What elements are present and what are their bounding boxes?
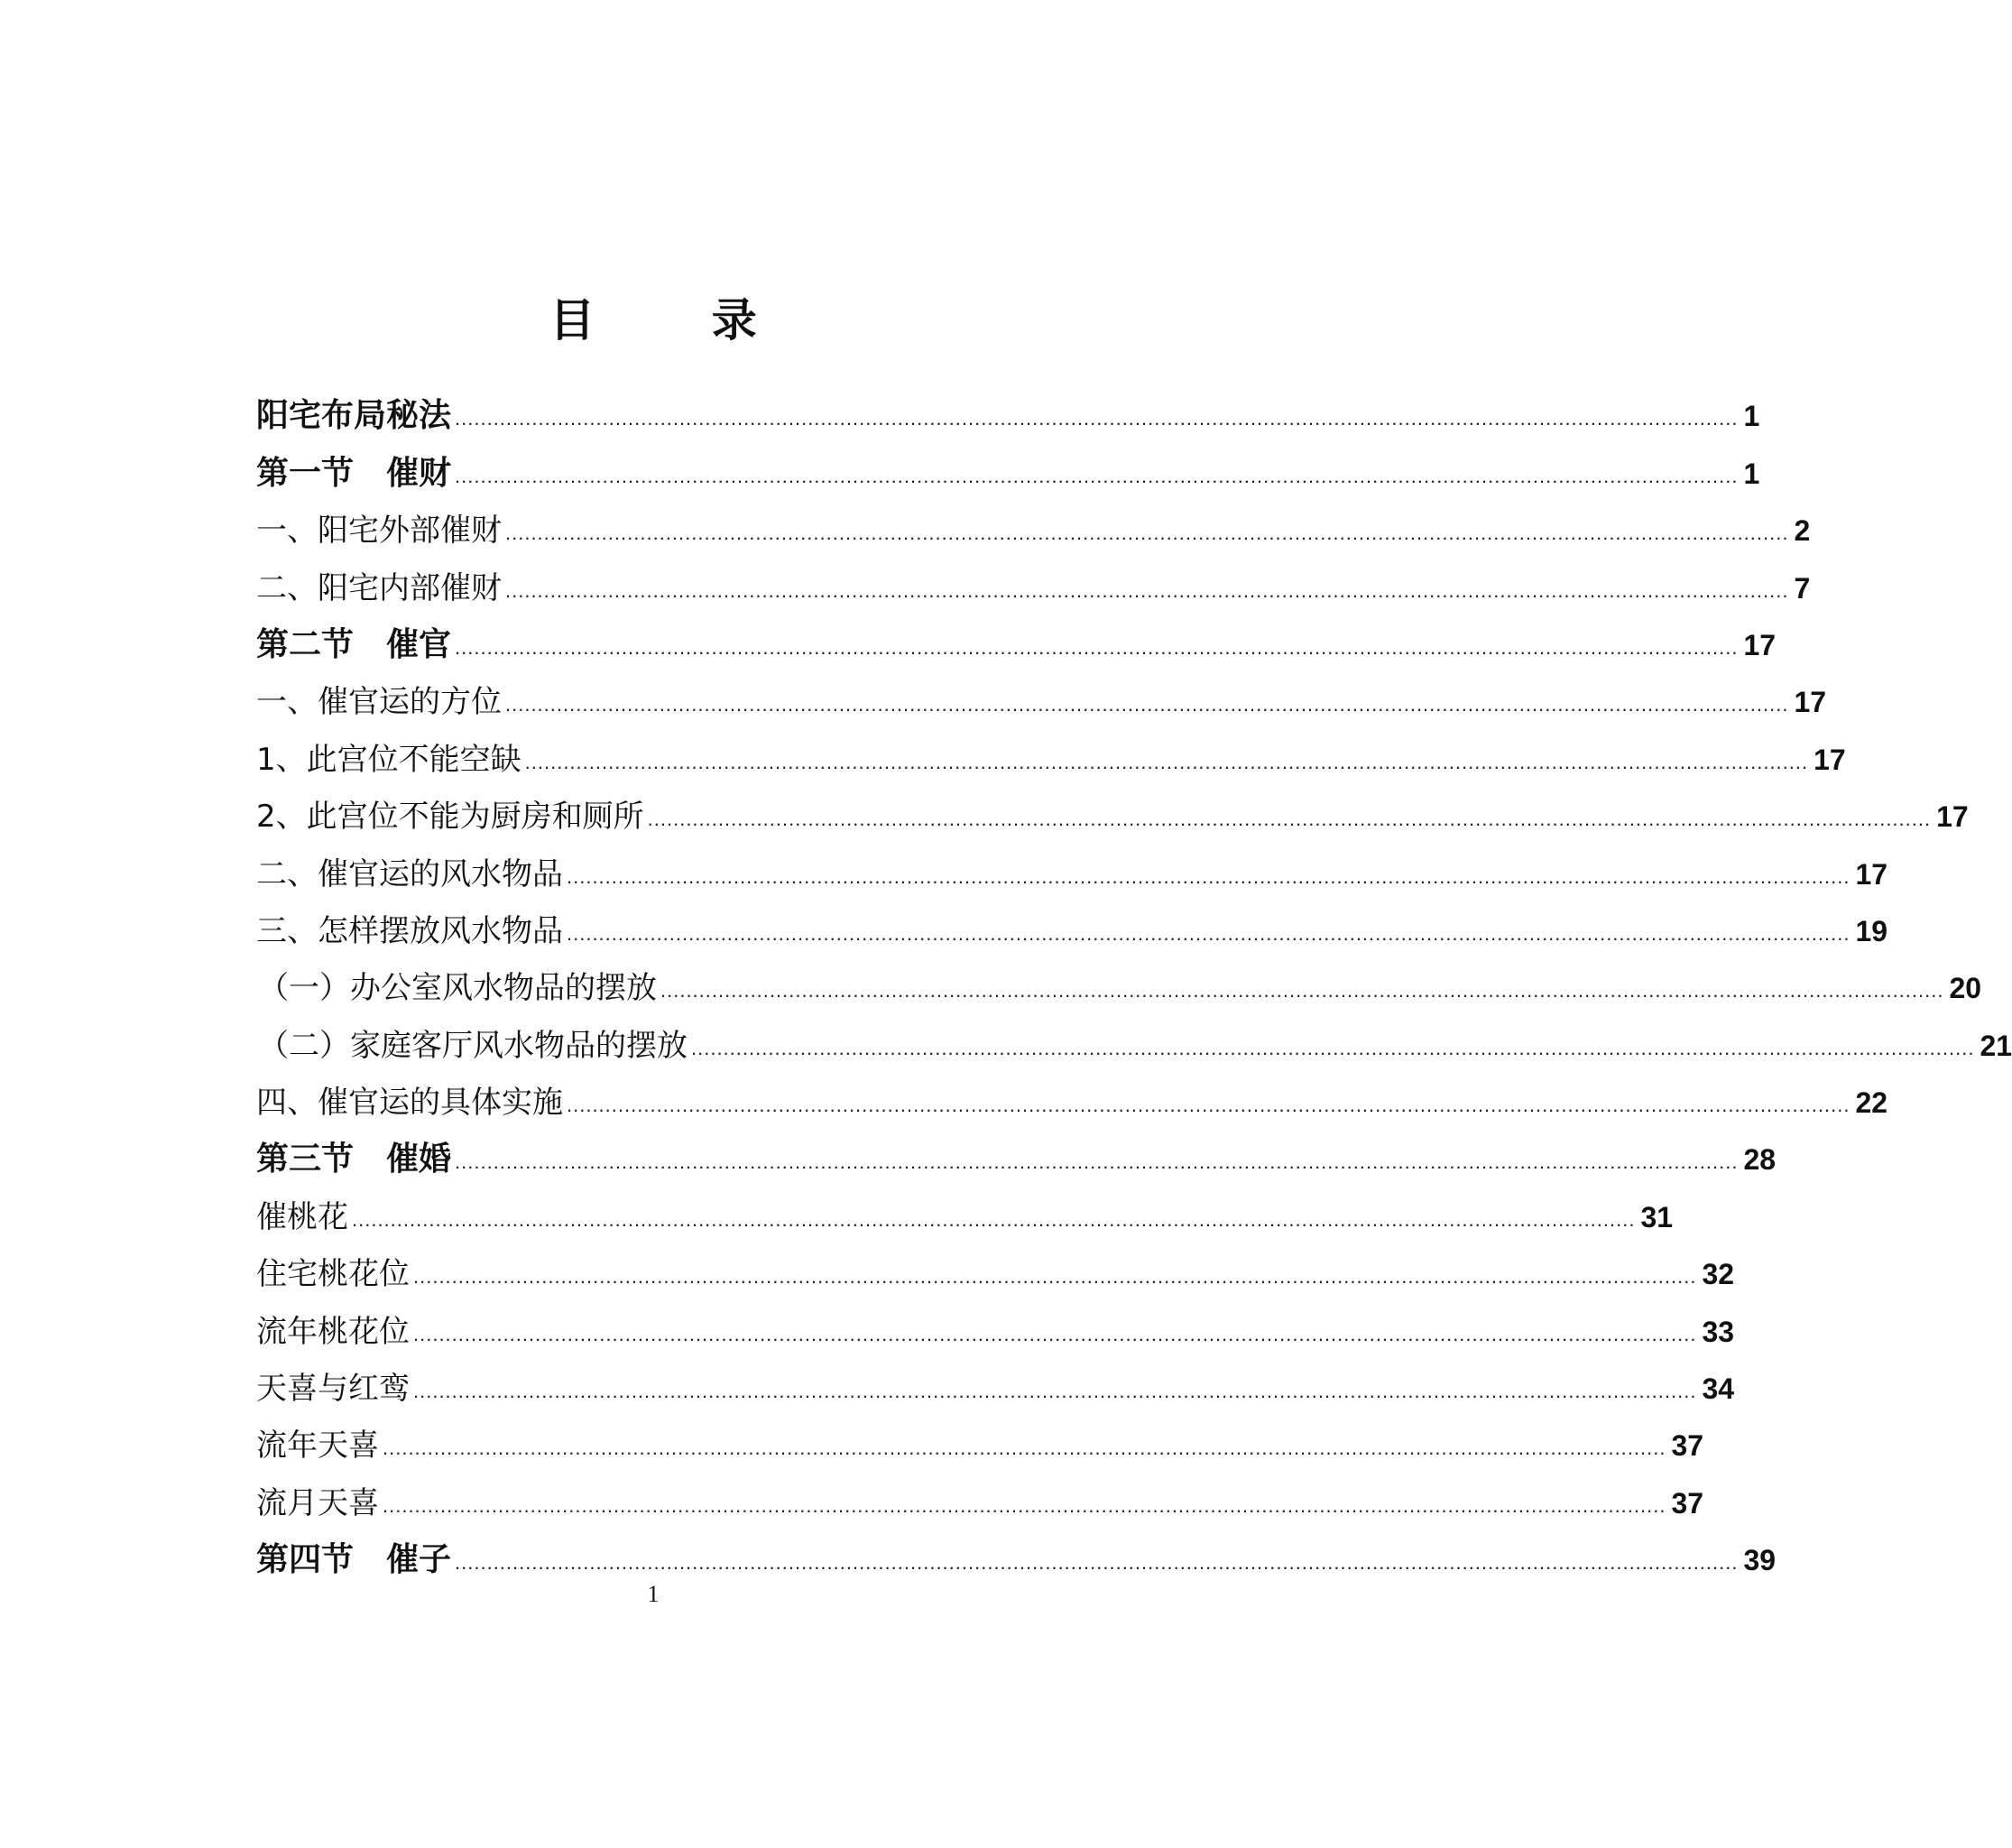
toc-entry-page: 17 — [1855, 857, 1888, 891]
toc-entry-label: 第三节 催婚 — [256, 1141, 452, 1178]
toc-entry — [256, 1064, 1888, 1122]
toc-title: 目 录 — [549, 294, 808, 346]
toc-entry-label: 二、阳宅内部催财 — [256, 569, 502, 606]
toc-entry — [256, 663, 1827, 721]
toc-leader-dots: ........................................................................................................................................................................................................ — [455, 635, 1739, 659]
toc-entry — [256, 949, 1982, 1007]
toc-entry-page: 32 — [1702, 1258, 1735, 1291]
toc-entry-page: 21 — [1980, 1029, 2012, 1062]
toc-entry-page: 39 — [1743, 1544, 1777, 1577]
table-of-contents — [256, 377, 2012, 1579]
toc-leader-dots: ........................................................................................................................................................................................................ — [567, 1094, 1850, 1117]
toc-entry-page: 34 — [1702, 1372, 1735, 1406]
toc-entry-label: 二、催官运的风水物品 — [256, 855, 563, 892]
toc-leader-dots: ........................................................................................................................................................................................................ — [660, 979, 1944, 1003]
toc-leader-dots: ........................................................................................................................................................................................................ — [455, 464, 1739, 487]
toc-entry-page: 2 — [1794, 514, 1811, 548]
toc-entry-page: 17 — [1794, 686, 1827, 719]
toc-leader-dots: ........................................................................................................................................................................................................ — [352, 1207, 1636, 1231]
toc-entry-label: 第二节 催官 — [256, 625, 452, 663]
toc-entry-label: 天喜与红鸾 — [256, 1371, 410, 1408]
toc-leader-dots: ........................................................................................................................................................................................................ — [691, 1036, 1975, 1059]
toc-leader-dots: ........................................................................................................................................................................................................ — [413, 1322, 1697, 1345]
toc-entry-label: 一、催官运的方位 — [256, 684, 502, 721]
toc-entry — [256, 377, 1760, 435]
toc-leader-dots: ........................................................................................................................................................................................................ — [567, 864, 1850, 888]
toc-leader-dots: ........................................................................................................................................................................................................ — [567, 921, 1850, 945]
toc-entry — [256, 1464, 1704, 1521]
toc-leader-dots: ........................................................................................................................................................................................................ — [383, 1437, 1666, 1460]
toc-entry — [256, 1292, 1735, 1350]
toc-entry — [256, 892, 1888, 949]
toc-leader-dots: ........................................................................................................................................................................................................ — [455, 1150, 1739, 1174]
toc-entry — [256, 835, 1888, 892]
toc-entry-page: 37 — [1671, 1429, 1704, 1463]
toc-entry-page: 17 — [1743, 628, 1777, 661]
toc-entry — [256, 1235, 1735, 1293]
toc-leader-dots: ........................................................................................................................................................................................................ — [505, 522, 1789, 545]
toc-entry — [256, 720, 1846, 778]
toc-entry — [256, 1521, 1777, 1579]
toc-leader-dots: ........................................................................................................................................................................................................ — [383, 1493, 1666, 1517]
toc-entry — [256, 434, 1760, 492]
toc-entry-label: 催桃花 — [256, 1198, 348, 1235]
toc-leader-dots: ........................................................................................................................................................................................................ — [413, 1380, 1697, 1403]
toc-entry-label: （一）办公室风水物品的摆放 — [258, 970, 657, 1007]
toc-entry — [256, 1350, 1735, 1408]
toc-leader-dots: ........................................................................................................................................................................................................ — [647, 808, 1932, 831]
toc-entry — [256, 778, 1969, 836]
toc-entry-page: 17 — [1814, 743, 1846, 776]
toc-entry — [256, 1407, 1704, 1465]
toc-entry-label: 2、此宫位不能为厨房和厕所 — [256, 799, 644, 836]
toc-entry — [256, 549, 1811, 606]
toc-entry-page: 17 — [1936, 800, 1969, 834]
toc-entry-page: 28 — [1743, 1143, 1777, 1177]
toc-leader-dots: ........................................................................................................................................................................................................ — [524, 750, 1809, 773]
toc-entry-label: 四、催官运的具体实施 — [256, 1085, 563, 1122]
toc-leader-dots: ........................................................................................................................................................................................................ — [455, 1551, 1739, 1575]
page-number: 1 — [647, 1581, 660, 1607]
toc-entry-label: 流年桃花位 — [256, 1313, 410, 1350]
toc-entry-label: 一、阳宅外部催财 — [256, 513, 502, 550]
toc-entry-label: 住宅桃花位 — [256, 1256, 410, 1293]
toc-entry-label: 流年天喜 — [256, 1428, 379, 1465]
toc-entry-label: 阳宅布局秘法 — [256, 397, 452, 435]
toc-entry — [256, 1121, 1777, 1178]
toc-entry — [256, 1006, 2012, 1064]
toc-entry-page: 31 — [1640, 1200, 1674, 1234]
toc-leader-dots: ........................................................................................................................................................................................................ — [505, 578, 1789, 602]
toc-entry-page: 7 — [1794, 571, 1811, 605]
toc-entry-label: 流月天喜 — [256, 1484, 379, 1521]
toc-entry-page: 20 — [1949, 972, 1982, 1005]
toc-entry — [256, 1178, 1674, 1235]
toc-entry-label: 三、怎样摆放风水物品 — [256, 912, 563, 949]
toc-entry — [256, 492, 1811, 550]
toc-leader-dots: ........................................................................................................................................................................................................ — [455, 407, 1739, 430]
toc-entry-page: 37 — [1671, 1486, 1704, 1520]
toc-entry-page: 1 — [1743, 400, 1760, 433]
toc-entry-label: 1、此宫位不能空缺 — [256, 741, 521, 778]
toc-entry-page: 19 — [1855, 914, 1888, 947]
toc-entry-page: 22 — [1855, 1086, 1888, 1120]
toc-leader-dots: ........................................................................................................................................................................................................ — [505, 693, 1789, 716]
toc-entry-label: （二）家庭客厅风水物品的摆放 — [258, 1027, 688, 1064]
toc-entry-label: 第一节 催财 — [256, 454, 452, 492]
toc-entry-page: 1 — [1743, 457, 1760, 490]
toc-entry — [256, 606, 1777, 663]
toc-entry-label: 第四节 催子 — [256, 1541, 452, 1579]
toc-entry-page: 33 — [1702, 1315, 1735, 1348]
toc-leader-dots: ........................................................................................................................................................................................................ — [413, 1265, 1697, 1289]
